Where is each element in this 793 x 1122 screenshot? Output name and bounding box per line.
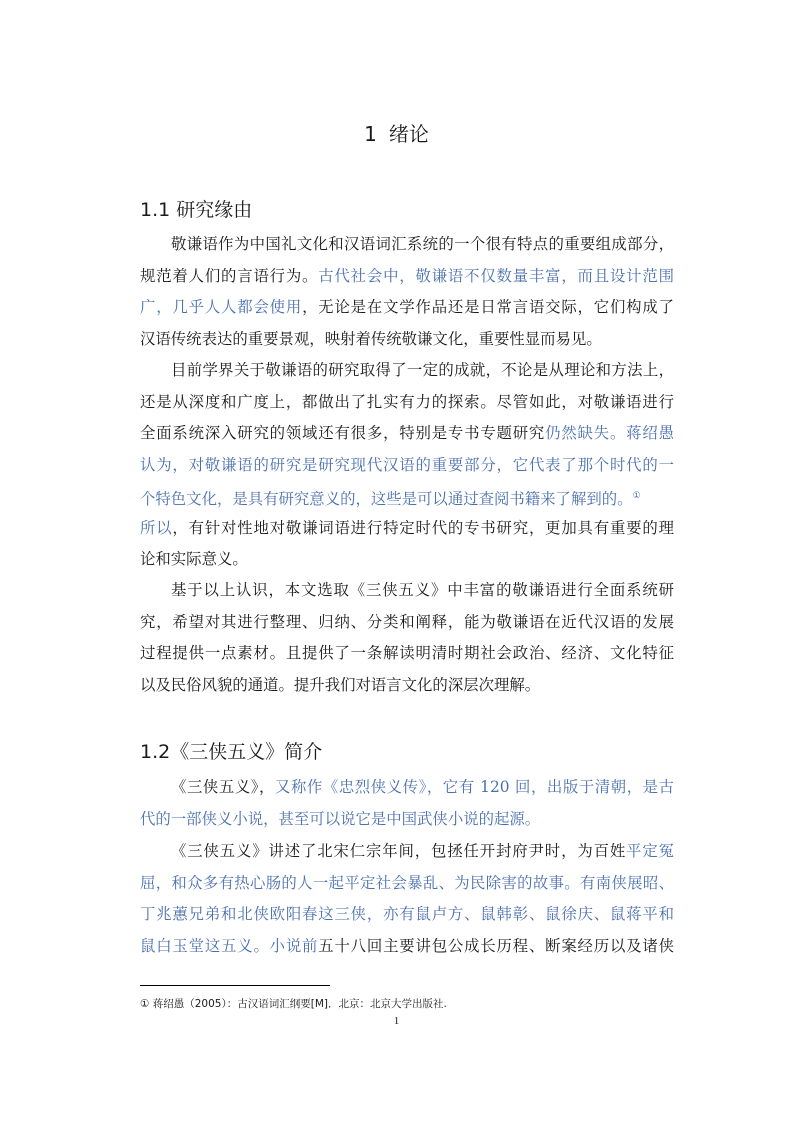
text-span: 全面系统深入研究的领域还有很多，特别是专书专题研究: [140, 424, 546, 442]
footnote-divider: [140, 985, 330, 986]
text-line: [140, 772, 674, 804]
highlighted-text: 个特色文化，是具有研究意义的，这些是可以通过查阅书籍来了解到的。: [140, 490, 633, 509]
text-line: 敬谦语作为中国礼文化和汉语词汇系统的一个很有特点的重要组成部分，: [171, 235, 674, 253]
text-line: 屈，和众多有热心肠的人一起平定社会暴乱、为民除害的故事。有南侠展昭、: [140, 873, 674, 892]
text-line: 目前学界关于敬谦语的研究取得了一定的成就，不论是从理论和方法上，: [171, 361, 674, 379]
chapter-title-text: 绪论: [388, 122, 429, 146]
text-line: [140, 418, 674, 450]
text-line: 还是从深度和广度上，都做出了扎实有力的探索。尽管如此，对敬谦语进行: [140, 392, 674, 411]
text-line: 过程提供一点素材。且提供了一条解读明清时期社会政治、经济、文化特征: [140, 644, 674, 662]
text-line: 丁兆蕙兄弟和北侠欧阳春这三侠，亦有鼠卢方、鼠韩彰、鼠徐庆、鼠蒋平和: [140, 905, 674, 923]
text-line: [140, 292, 674, 324]
text-line: 究，希望对其进行整理、归纳、分类和阐释，能为敬谦语在近代汉语的发展: [140, 612, 674, 631]
paragraph-5: [140, 836, 674, 962]
highlighted-text: 广，几乎人人都会使用: [140, 298, 303, 316]
paragraph-1: [140, 229, 674, 355]
paragraph-3: [140, 575, 674, 701]
footnote-marker[interactable]: ①: [632, 491, 641, 501]
highlighted-text: 古代社会中，敬谦语不仅数量丰富，而且设计范围: [318, 266, 674, 285]
section-heading-1-1: 1.1 研究缘由: [140, 199, 253, 221]
paragraph-4: [140, 772, 674, 835]
text-line: 代的一部侠义小说，甚至可以说它是中国武侠小说的起源。: [140, 809, 541, 828]
text-span: ，无论是在文学作品还是日常言语交际，它们构成了: [302, 298, 674, 316]
highlighted-text: 所以: [140, 518, 173, 537]
section-heading-1-2: 1.2《三侠五义》简介: [140, 741, 323, 763]
text-line: 汉语传统表达的重要景观，映射着传统敬谦文化，重要性显而易见。: [140, 329, 602, 348]
chapter-title: [0, 120, 793, 148]
footnote: ① 蒋绍愚（2005）：古汉语词汇纲要[M]．北京：北京大学出版社.: [140, 998, 447, 1010]
highlighted-text: 鼠白玉堂这五义。小说前: [140, 936, 319, 955]
text-line: 论和实际意义。: [140, 550, 248, 568]
text-line: [140, 513, 674, 545]
paragraph-2: [140, 355, 674, 576]
text-span: 规范着人们的言语行为。: [140, 266, 319, 285]
text-line: [140, 836, 674, 868]
text-span: 《三侠五义》，: [171, 778, 275, 796]
highlighted-text: 仍然缺失。蒋绍愚: [545, 424, 674, 442]
text-line: 以及民俗风貌的通道。提升我们对语言文化的深层次理解。: [140, 675, 541, 694]
text-line: 认为，对敬谦语的研究是研究现代汉语的重要部分，它代表了那个时代的一: [140, 455, 674, 474]
page-number: 1: [393, 1015, 400, 1027]
text-line: [140, 261, 674, 293]
chapter-number: 1: [364, 122, 377, 146]
highlighted-text: 平定冤: [626, 842, 674, 860]
text-line: 基于以上认识，本文选取《三侠五义》中丰富的敬谦语进行全面系统研: [171, 581, 674, 599]
text-span: ，有针对性地对敬谦词语进行特定时代的专书研究，更加具有重要的理: [172, 518, 674, 537]
highlighted-text: 又称作《忠烈侠义传》，它有 120 回，出版于清朝，是古: [275, 778, 674, 796]
text-span: 五十八回主要讲包公成长历程、断案经历以及诸侠: [318, 936, 674, 955]
text-line: [140, 931, 674, 963]
text-line: [140, 481, 674, 513]
text-span: 《三侠五义》讲述了北宋仁宗年间，包拯任开封府尹时，为百姓: [171, 842, 627, 860]
